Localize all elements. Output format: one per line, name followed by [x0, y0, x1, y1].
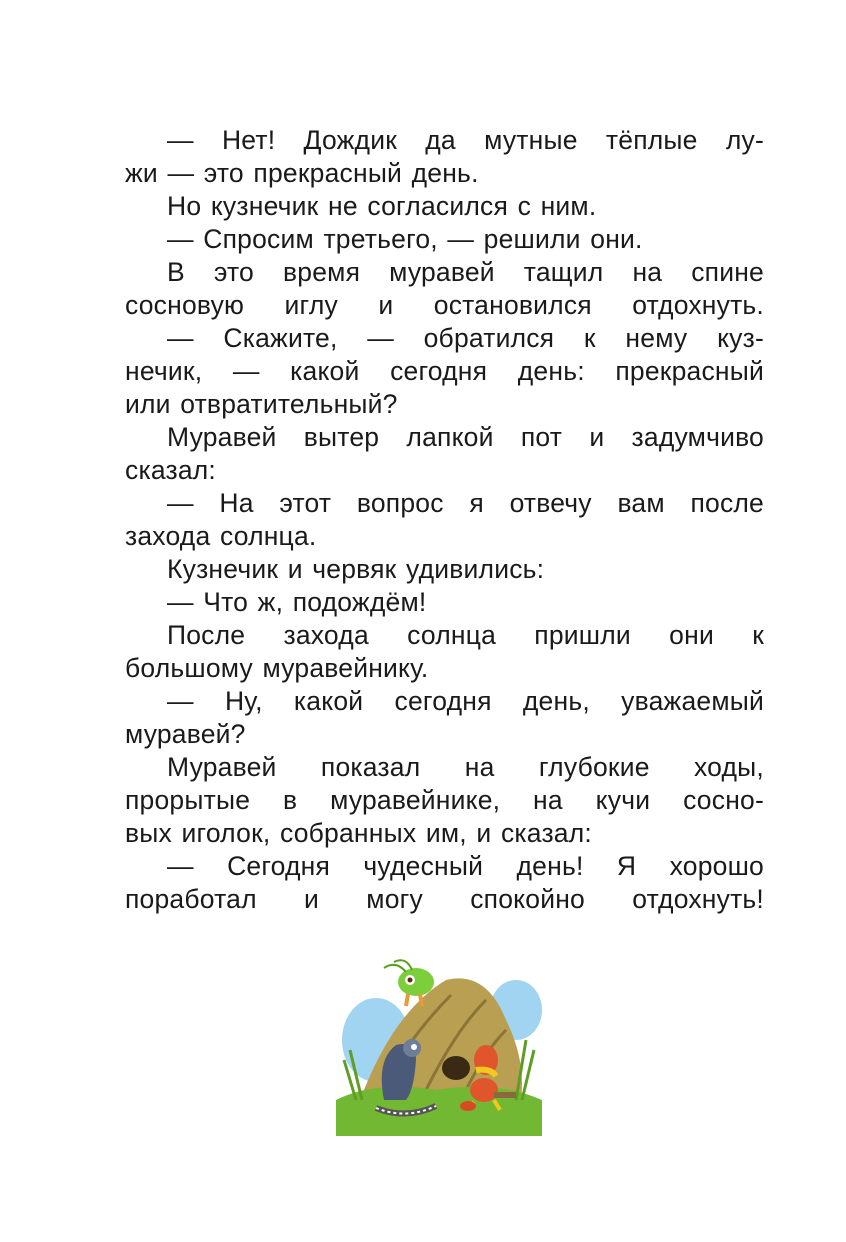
text-line: — Что ж, подождём! [167, 587, 427, 617]
text-line: Муравей показал на глубокие ходы, [167, 752, 764, 782]
text-line: Кузнечик и червяк удивились: [167, 554, 545, 584]
text-line: — Ну, какой сегодня день, уважаемый [167, 686, 764, 716]
text-line: или отвратительный? [125, 389, 398, 419]
text-line: — Скажите, — обратился к нему куз- [167, 323, 764, 353]
story-text [125, 124, 764, 916]
text-line: нечик, — какой сегодня день: прекрасный [125, 356, 764, 386]
text-line: муравей? [125, 719, 246, 749]
anthill-illustration [336, 950, 542, 1136]
text-line: прорытые в муравейнике, на кучи сосно- [125, 785, 764, 815]
text-line: большому муравейнику. [125, 653, 429, 683]
text-line: — Спросим третьего, — решили они. [167, 224, 643, 254]
text-line: Муравей вытер лапкой пот и задумчиво [167, 422, 764, 452]
text-line: сказал: [125, 455, 216, 485]
text-line: После захода солнца пришли они к [167, 620, 764, 650]
text-line: жи — это прекрасный день. [125, 158, 479, 188]
text-line: вых иголок, собранных им, и сказал: [125, 818, 592, 848]
text-line: сосновую иглу и остановился отдохнуть. [125, 290, 764, 320]
text-line: — Нет! Дождик да мутные тёплые лу- [167, 125, 764, 155]
text-line: — Сегодня чудесный день! Я хорошо [167, 851, 764, 881]
text-line: поработал и могу спокойно отдохнуть! [125, 884, 764, 914]
text-line: Но кузнечик не согласился с ним. [167, 191, 597, 221]
text-line: В это время муравей тащил на спине [167, 257, 764, 287]
text-line: — На этот вопрос я отвечу вам после [167, 488, 764, 518]
text-line: захода солнца. [125, 521, 317, 551]
